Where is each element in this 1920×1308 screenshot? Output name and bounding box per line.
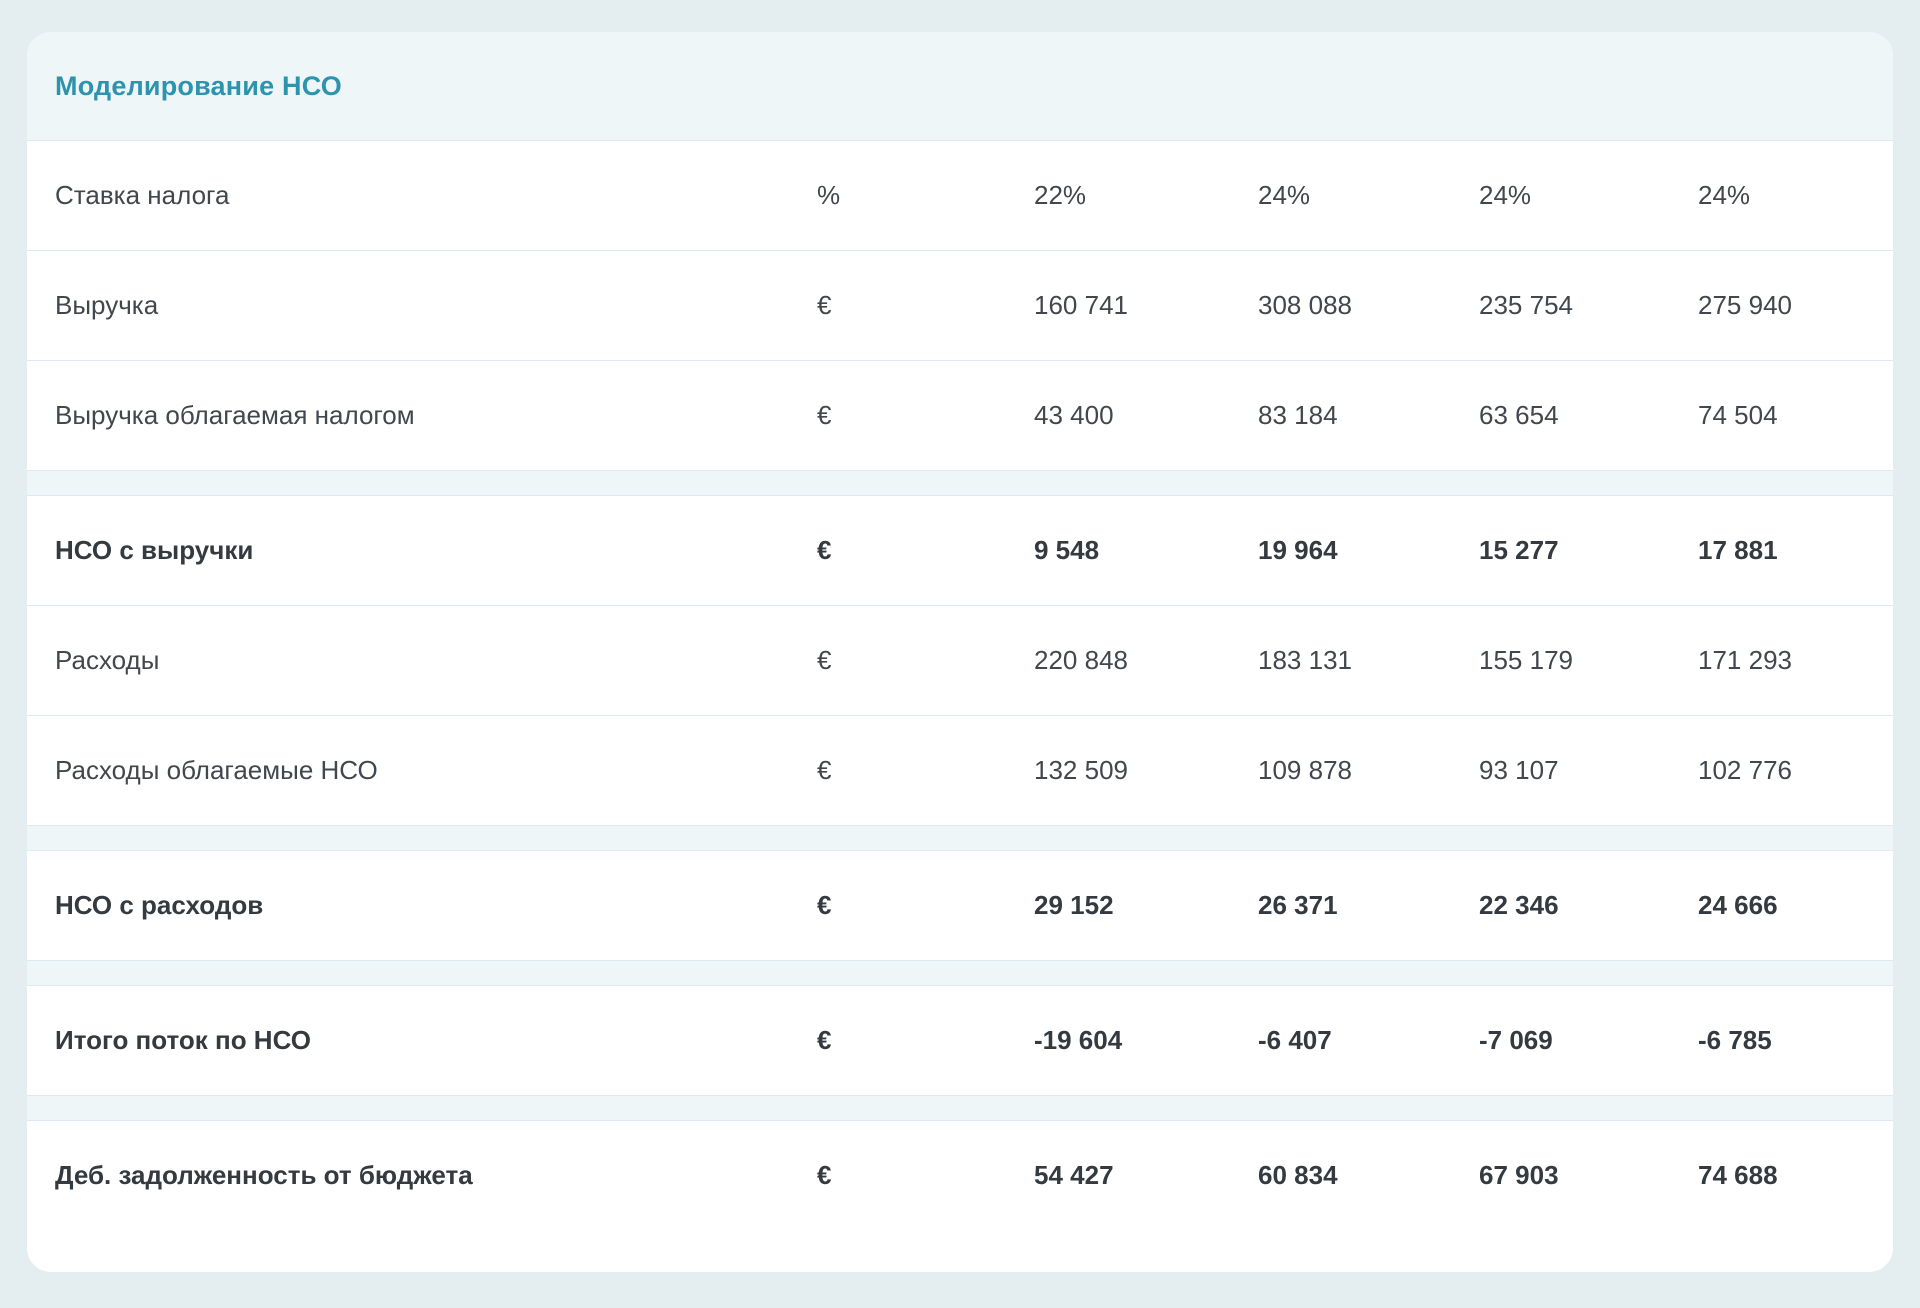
row-value: 22 346 (1479, 890, 1559, 920)
row-value: 63 654 (1479, 400, 1559, 430)
row-label: НСО с расходов (55, 890, 264, 920)
row-label: Расходы (55, 645, 160, 675)
table-row (27, 495, 1893, 605)
row-value: 60 834 (1258, 1160, 1338, 1190)
row-value: 171 293 (1698, 645, 1792, 675)
row-unit: € (817, 535, 832, 565)
card-header (27, 32, 1893, 140)
row-label: Выручка облагаемая налогом (55, 400, 415, 430)
row-value: 74 504 (1698, 400, 1778, 430)
row-value: 155 179 (1479, 645, 1573, 675)
row-label: НСО с выручки (55, 535, 254, 565)
row-value: -6 785 (1698, 1025, 1772, 1055)
row-value: 29 152 (1034, 890, 1114, 920)
row-value: -19 604 (1034, 1025, 1123, 1055)
nso-modeling-card (27, 32, 1893, 1272)
table-row (27, 140, 1893, 250)
row-unit: € (817, 890, 832, 920)
row-value: 74 688 (1698, 1160, 1778, 1190)
row-value: 220 848 (1034, 645, 1128, 675)
row-unit: € (817, 645, 832, 675)
row-value: 54 427 (1034, 1160, 1114, 1190)
row-value: 26 371 (1258, 890, 1338, 920)
row-value: 160 741 (1034, 290, 1128, 320)
row-unit: € (817, 400, 832, 430)
row-label: Итого поток по НСО (55, 1025, 311, 1055)
row-value: 308 088 (1258, 290, 1352, 320)
row-value: -6 407 (1258, 1025, 1332, 1055)
row-unit: € (817, 290, 832, 320)
table-row (27, 985, 1893, 1095)
section-spacer (27, 960, 1893, 985)
row-value: 102 776 (1698, 755, 1792, 785)
row-value: 235 754 (1479, 290, 1573, 320)
row-label: Ставка налога (55, 180, 230, 210)
row-value: 15 277 (1479, 535, 1559, 565)
row-unit: € (817, 1025, 832, 1055)
row-value: 132 509 (1034, 755, 1128, 785)
row-value: 67 903 (1479, 1160, 1559, 1190)
row-value: 43 400 (1034, 400, 1114, 430)
row-value: 9 548 (1034, 535, 1100, 565)
row-value: 183 131 (1258, 645, 1352, 675)
nso-table (27, 140, 1893, 1230)
table-row (27, 250, 1893, 360)
row-value: 22% (1034, 180, 1087, 210)
row-value: 83 184 (1258, 400, 1338, 430)
table-row (27, 360, 1893, 470)
row-value: 24% (1698, 180, 1751, 210)
section-spacer (27, 470, 1893, 495)
row-value: 24% (1479, 180, 1532, 210)
row-value: 93 107 (1479, 755, 1559, 785)
table-row (27, 605, 1893, 715)
row-label: Выручка (55, 290, 159, 320)
table-row (27, 715, 1893, 825)
table-row (27, 850, 1893, 960)
section-spacer (27, 1095, 1893, 1120)
row-unit: € (817, 755, 832, 785)
row-value: 19 964 (1258, 535, 1338, 565)
row-value: 24 666 (1698, 890, 1778, 920)
section-spacer (27, 825, 1893, 850)
row-value: 24% (1258, 180, 1311, 210)
row-label: Расходы облагаемые НСО (55, 755, 378, 785)
row-value: 109 878 (1258, 755, 1352, 785)
row-value: -7 069 (1479, 1025, 1553, 1055)
row-unit: % (817, 180, 841, 210)
row-value: 17 881 (1698, 535, 1778, 565)
row-value: 275 940 (1698, 290, 1792, 320)
table-row (27, 1120, 1893, 1230)
card-title: Моделирование НСО (55, 70, 342, 101)
row-unit: € (817, 1160, 832, 1190)
row-label: Деб. задолженность от бюджета (55, 1160, 473, 1190)
